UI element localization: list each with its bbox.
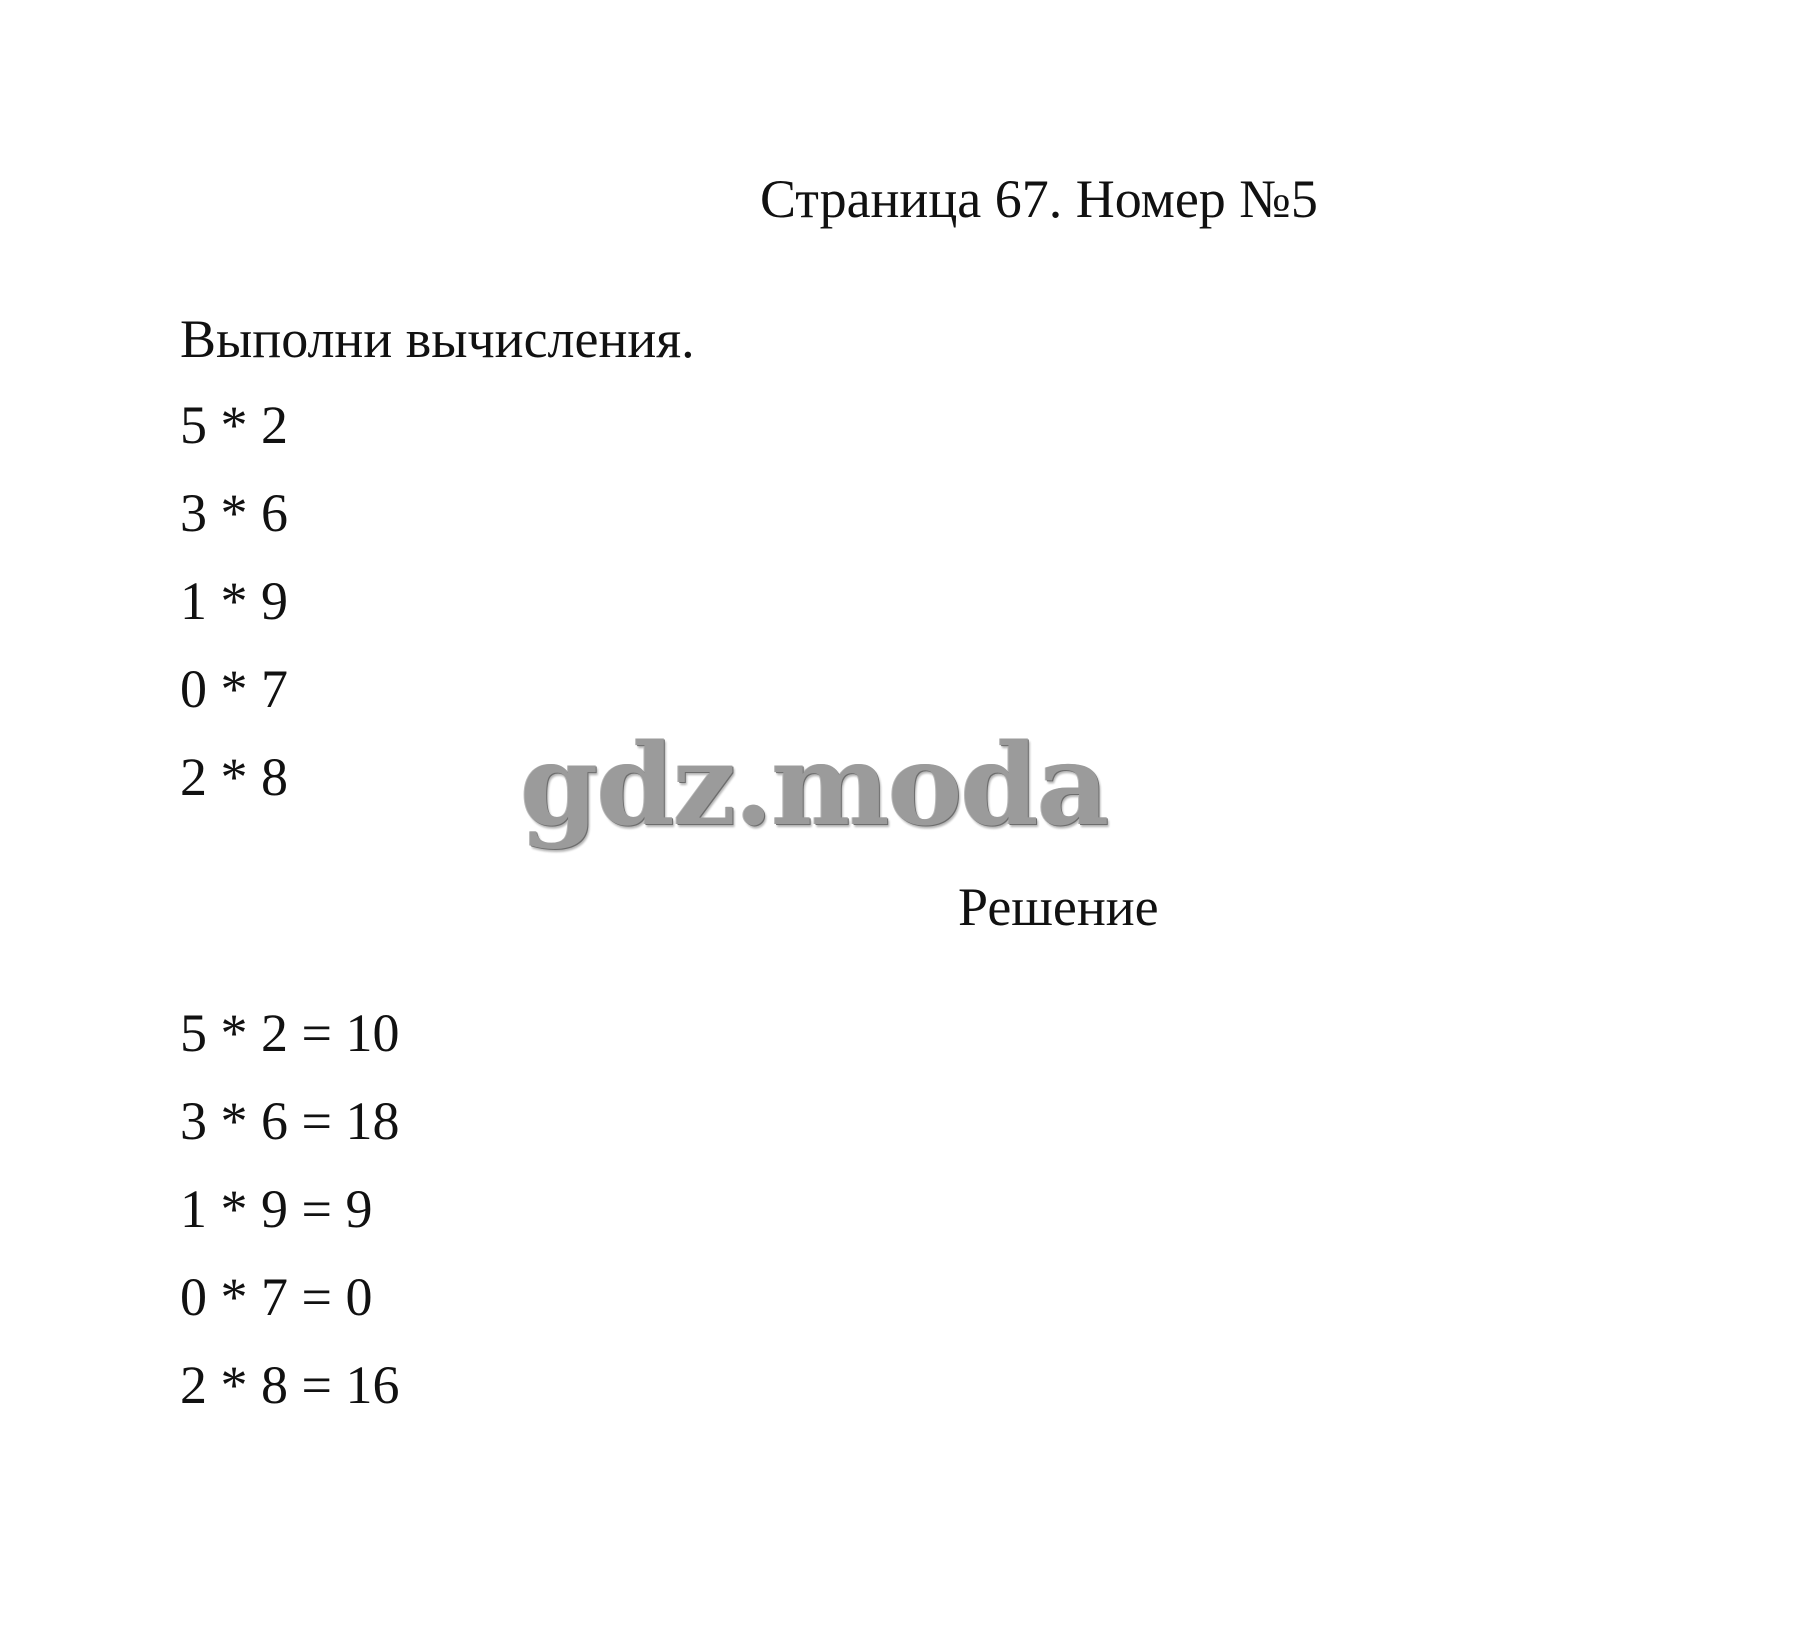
page-title: Страница 67. Номер №5 [760,169,1318,229]
task-expression: 0 * 7 [180,659,288,719]
solution-title: Решение [958,877,1159,937]
solution-line: 3 * 6 = 18 [180,1091,400,1151]
task-expression: 3 * 6 [180,483,288,543]
solution-line: 0 * 7 = 0 [180,1267,373,1327]
solution-line: 2 * 8 = 16 [180,1355,400,1415]
solution-line: 5 * 2 = 10 [180,1003,400,1063]
solution-line: 1 * 9 = 9 [180,1179,373,1239]
task-instruction: Выполни вычисления. [180,309,695,369]
task-expression: 2 * 8 [180,747,288,807]
watermark-logo: gdz.moda [520,720,1108,851]
task-expression: 1 * 9 [180,571,288,631]
task-expression: 5 * 2 [180,395,288,455]
